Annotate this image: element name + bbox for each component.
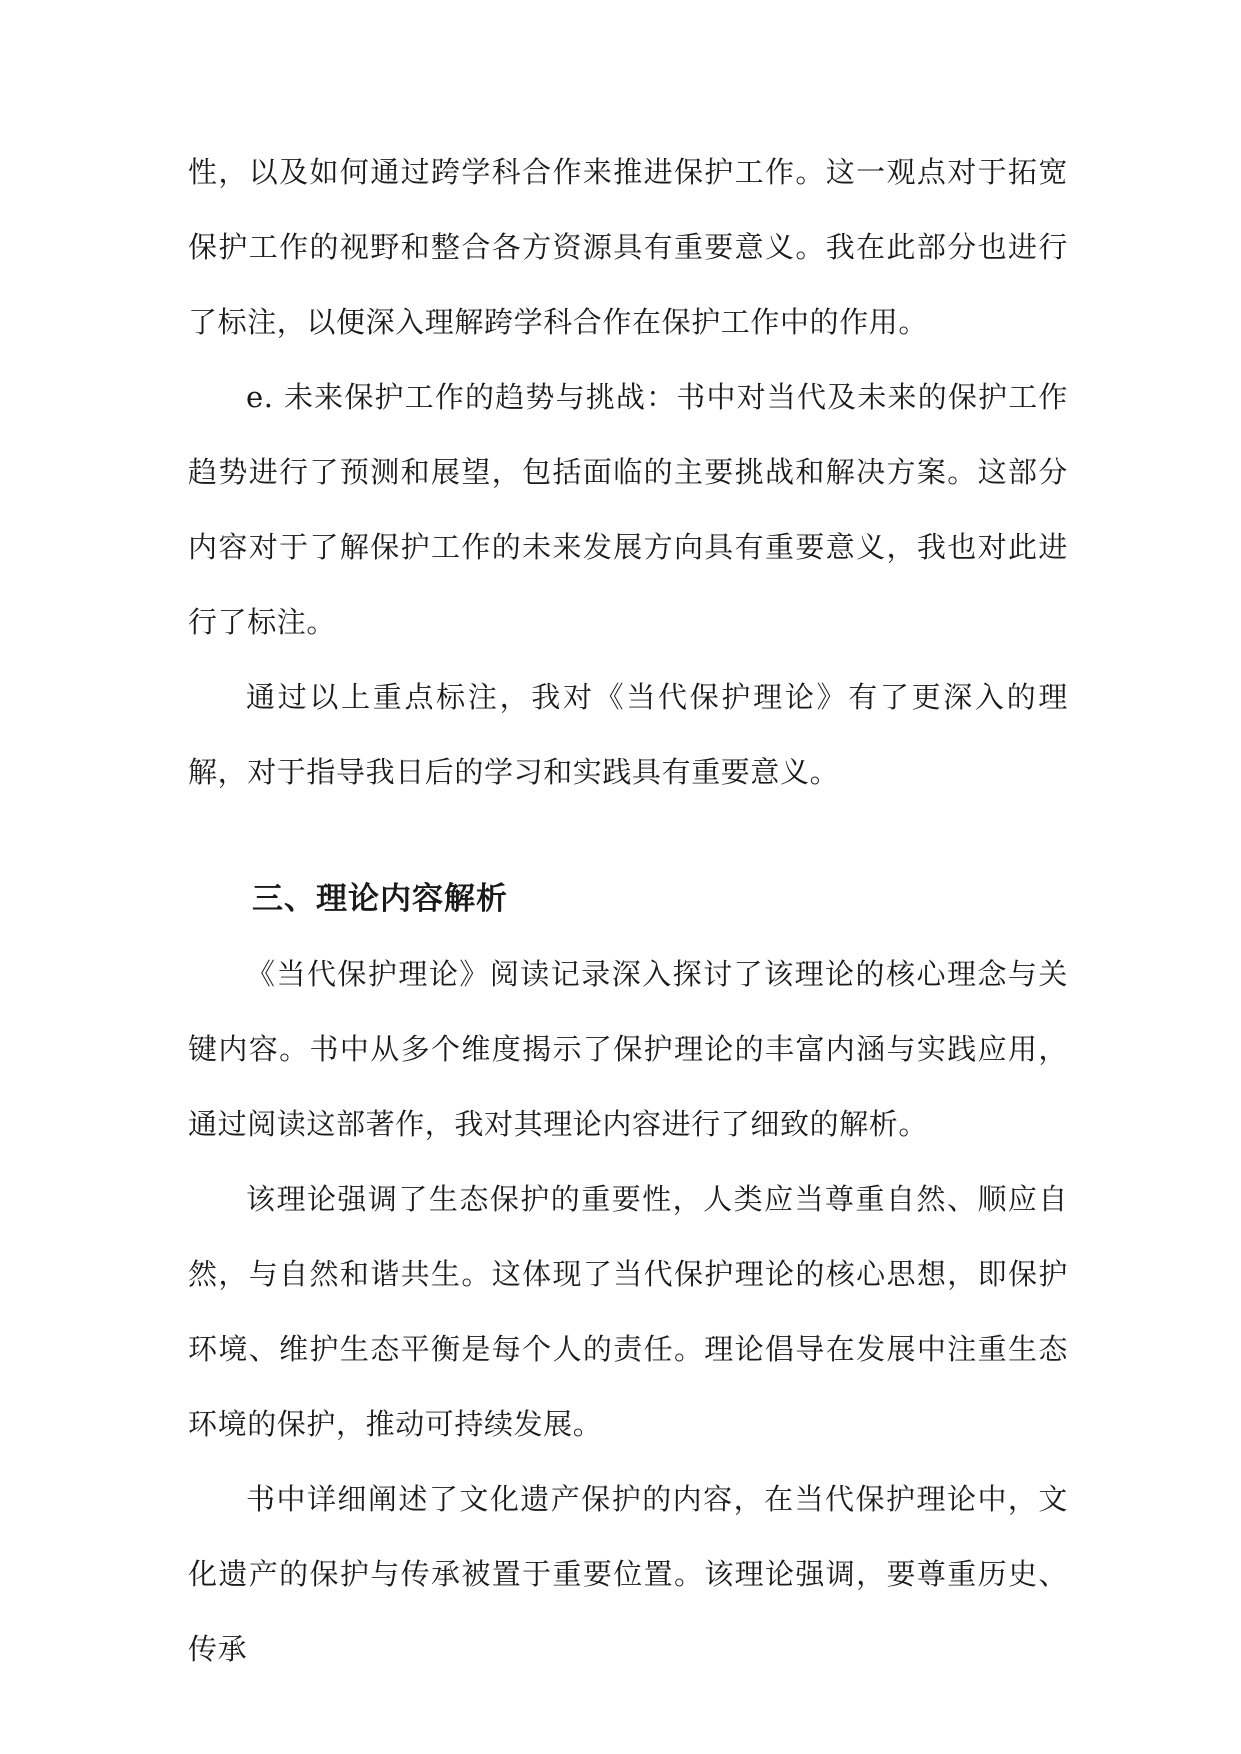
document-page (188, 135, 1068, 1687)
paragraph-interdisciplinary: 性，以及如何通过跨学科合作来推进保护工作。这一观点对于拓宽保护工作的视野和整合各方资源具有重要意义。我在此部分也进行了标注，以便深入理解跨学科合作在保护工作中的作用。 (188, 155, 1068, 339)
paragraph-cultural-heritage: 书中详细阐述了文化遗产保护的内容，在当代保护理论中，文化遗产的保护与传承被置于重要位置。该理论强调，要尊重历史、传承 (188, 1482, 1068, 1666)
spacer (188, 810, 1068, 862)
paragraph-theory-overview: 《当代保护理论》阅读记录深入探讨了该理论的核心理念与关键内容。书中从多个维度揭示了保护理论的丰富内涵与实践应用，通过阅读这部著作，我对其理论内容进行了细致的解析。 (188, 957, 1068, 1141)
paragraph-future-trends: e. 未来保护工作的趋势与挑战：书中对当代及未来的保护工作趋势进行了预测和展望，包括面临的主要挑战和解决方案。这部分内容对于了解保护工作的未来发展方向具有重要意义，我也对此进行了标注。 (188, 380, 1068, 639)
section-heading: 三、理论内容解析 (252, 881, 508, 917)
paragraph-ecological-protection: 该理论强调了生态保护的重要性，人类应当尊重自然、顺应自然，与自然和谐共生。这体现了当代保护理论的核心思想，即保护环境、维护生态平衡是每个人的责任。理论倡导在发展中注重生态环境的保护，推动可持续发展。 (188, 1182, 1068, 1441)
paragraph-annotation-summary: 通过以上重点标注，我对《当代保护理论》有了更深入的理解，对于指导我日后的学习和实践具有重要意义。 (188, 680, 1068, 789)
